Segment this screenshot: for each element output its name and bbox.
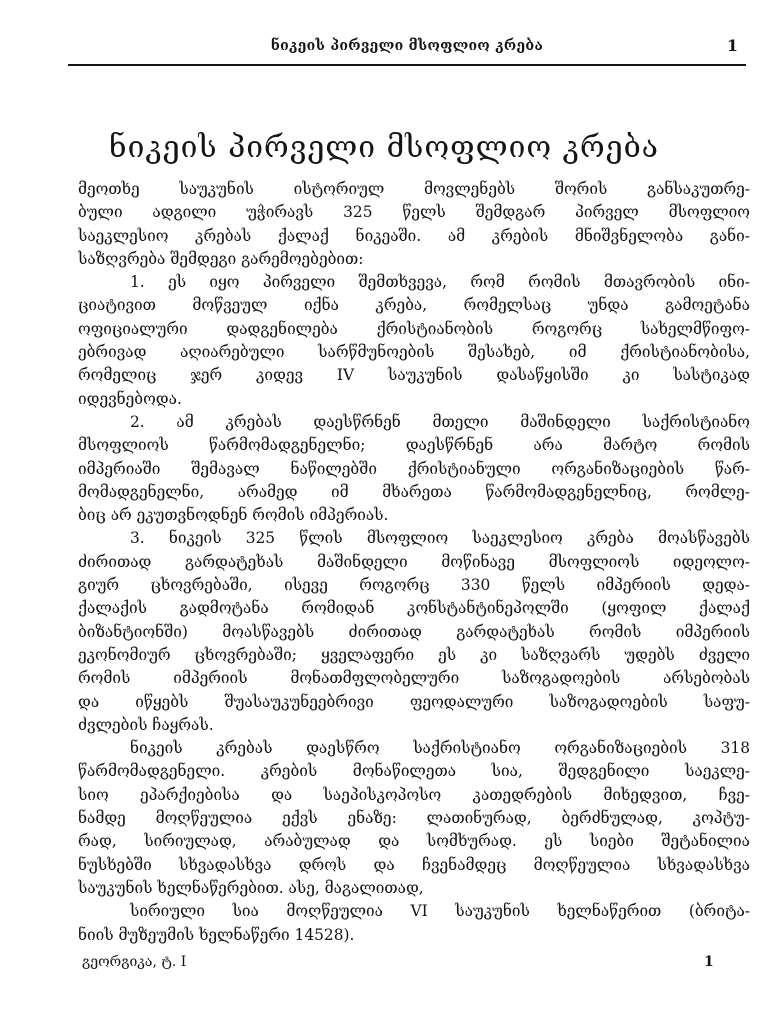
text-line: რომელიც ჯერ კიდევ IV საუკუნის დასაწყისში კი სასტიკად bbox=[78, 366, 750, 385]
text-line: და იწყებს შუასაუკუნეებრივი ფეოდალური საზოგადოების საფუ- bbox=[78, 692, 750, 711]
text-line: ციატივით მოწვეულ იქნა კრება, რომელსაც უნდა გამოეტანა bbox=[78, 296, 750, 315]
text-line: ნიის მუზეუმის ხელნაწერი 14528). bbox=[78, 925, 355, 944]
text-line: ბიც არ ეკუთვნოდნენ რომის იმპერიას. bbox=[78, 506, 389, 525]
text-line: საეკლესიო კრებას ქალაქ ნიკეაში. ამ კრების მნიშვნელობა განი- bbox=[78, 226, 750, 245]
chapter-title: ნიკეის პირველი მსოფლიო კრება bbox=[109, 130, 659, 165]
text-line: ბიზანტიონში) მოასწავებს ძირითად გარდატეხას რომის იმპერიის bbox=[78, 622, 750, 641]
text-line: გიურ ცხოვრებაში, ისევე როგორც 330 წელს იმპერიის დედა- bbox=[78, 576, 750, 595]
text-line: იმპერიაში შემავალ ნაწილებში ქრისტიანული ორგანიზაციების წარ- bbox=[78, 459, 750, 478]
body-text bbox=[78, 178, 750, 947]
text-line: ძვლების ჩაყრას. bbox=[78, 715, 214, 734]
text-line: წარმომადგენელი. კრების მონაწილეთა სია, შედგენილი საეკლე- bbox=[78, 762, 750, 781]
text-line: რომის იმპერიის მონათმფლობელური საზოგადოების არსებობას bbox=[78, 669, 750, 688]
text-line: საზღვრება შემდეგი გარემოებებით: bbox=[78, 249, 364, 268]
text-line: სიო ეპარქიებისა და საეპისკოპოსო კათედრების მიხედვით, ჩვე- bbox=[78, 785, 750, 804]
text-line: მსოფლიოს წარმომადგენელნი; დაესწრნენ არა მარტო რომის bbox=[78, 436, 750, 455]
text-line: რად, სირიულად, არაბულად და სომხურად. ეს სიები შეტანილია bbox=[78, 832, 750, 851]
text-line: ნიკეის კრებას დაესწრო საქრისტიანო ორგანიზაციების 318 bbox=[130, 739, 750, 758]
text-line: 1. ეს იყო პირველი შემთხვევა, რომ რომის მთავრობის ინი- bbox=[130, 273, 750, 292]
text-line: იდევნებოდა. bbox=[78, 389, 182, 408]
running-title: ნიკეის პირველი მსოფლიო კრება bbox=[270, 38, 544, 54]
header-page-number: 1 bbox=[726, 36, 738, 55]
text-line: ნუსხებში სხვადასხვა დროს და ჩვენამდეც მოღწეულია სხვადასხვა bbox=[78, 855, 750, 874]
text-line: ეკონომიურ ცხოვრებაში; ყველაფერი ეს კი საზღვარს უდებს ძველი bbox=[78, 645, 750, 664]
text-line: ნამდე მოღწეულია ექვს ენაზე: ლათინურად, ბერძნულად, კოპტუ- bbox=[78, 809, 750, 828]
text-line: 2. ამ კრებას დაესწრნენ მთელი მაშინდელი საქრისტიანო bbox=[130, 412, 750, 431]
footer-page-number: 1 bbox=[704, 954, 714, 970]
text-line: ოფიციალური დადგენილება ქრისტიანობის როგორც სახელმწიფო- bbox=[78, 319, 750, 338]
text-line: საუკუნის ხელნაწერებით. ასე, მაგალითად, bbox=[78, 878, 424, 897]
text-line: სირიული სია მოღწეულია VI საუკუნის ხელნაწერით (ბრიტა- bbox=[130, 902, 750, 921]
footer-source: გეორგიკა, ტ. I bbox=[82, 954, 187, 970]
text-line: ებრივად აღიარებული სარწმუნოების შესახებ, იმ ქრისტიანობისა, bbox=[78, 343, 750, 362]
text-line: მომადგენელნი, არამედ იმ მხარეთა წარმომადგენელნიც, რომლე- bbox=[78, 482, 750, 501]
text-line: ძირითად გარდატეხას მაშინდელი მოწინავე მსოფლიოს იდეოლო- bbox=[78, 552, 750, 571]
running-header bbox=[68, 30, 746, 66]
text-line: ქალაქის გადმოტანა რომიდან კონსტანტინეპოლში (ყოფილ ქალაქ bbox=[78, 599, 750, 618]
text-line: ბული ადგილი უჭირავს 325 წელს შემდგარ პირველ მსოფლიო bbox=[78, 203, 750, 222]
text-line: 3. ნიკეის 325 წლის მსოფლიო საეკლესიო კრება მოასწავებს bbox=[130, 529, 750, 548]
text-line: მეოთხე საუკუნის ისტორიულ მოვლენებს შორის განსაკუთრე- bbox=[78, 180, 750, 198]
